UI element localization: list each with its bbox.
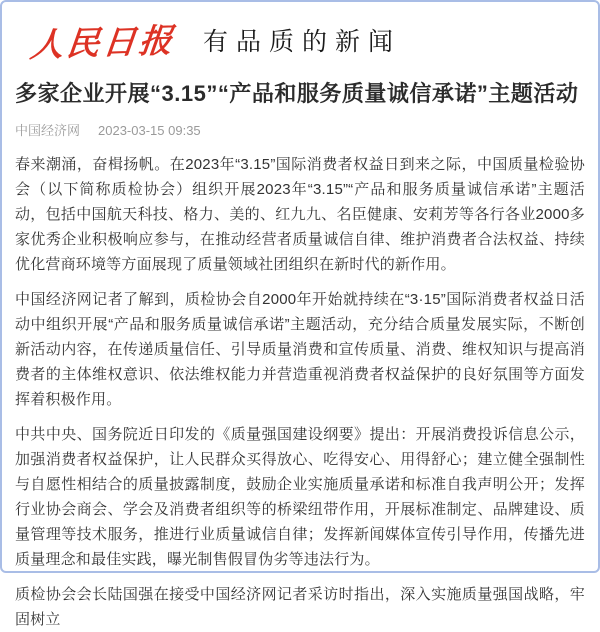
article-source: 中国经济网	[15, 122, 81, 138]
article-body	[15, 152, 585, 632]
site-slogan: 有品质的新闻	[203, 28, 402, 56]
article-paragraph: 中共中央、国务院近日印发的《质量强国建设纲要》提出：开展消费投诉信息公示，加强消费者权益保护，让人民群众买得放心、吃得安心、用得舒心；建立健全强制性与自愿性相结合的质量披露制度，鼓励企业实施质量承诺和标准自我声明公开；发挥行业协会商会、学会及消费者组织等的桥梁纽带作用，开展标准制定、品牌建设、质量管理等技术服务，推进行业质量诚信自律；发挥新闻媒体宣传引导作用，传播先进质量理念和最佳实践，曝光制售假冒伪劣等违法行为。	[15, 425, 585, 568]
article-paragraph: 中国经济网记者了解到，质检协会自2000年开始就持续在“3·15”国际消费者权益日活动中组织开展“产品和服务质量诚信承诺”主题活动，充分结合质量发展实际，不断创新活动内容，在传递质量信任、引导质量消费和宣传质量、消费、维权知识与提高消费者的主体维权意识、依法维权能力并营造重视消费者权益保护的良好氛围等方面发挥着积极作用。	[15, 290, 585, 408]
article-paragraph: 质检协会会长陆国强在接受中国经济网记者采访时指出，深入实施质量强国战略，牢固树立	[15, 585, 585, 628]
article-datetime: 2023-03-15 09:35	[98, 122, 201, 138]
peoples-daily-logo[interactable]: 人民日报	[28, 19, 178, 64]
site-header	[15, 16, 585, 64]
article-title: 多家企业开展“3.15”“产品和服务质量诚信承诺”主题活动	[15, 81, 579, 106]
article-meta	[15, 120, 585, 139]
article-paragraph: 春来潮涌，奋楫扬帆。在2023年“3.15”国际消费者权益日到来之际，中国质量检验协会（以下简称质检协会）组织开展2023年“3.15”“产品和服务质量诚信承诺”主题活动，包括中国航天科技、格力、美的、红九九、名臣健康、安莉芳等各行各业2000多家优秀企业积极响应参与，在推动经营者质量诚信自律、维护消费者合法权益、持续优化营商环境等方面展现了质量领域社团组织在新时代的新作用。	[15, 155, 585, 273]
